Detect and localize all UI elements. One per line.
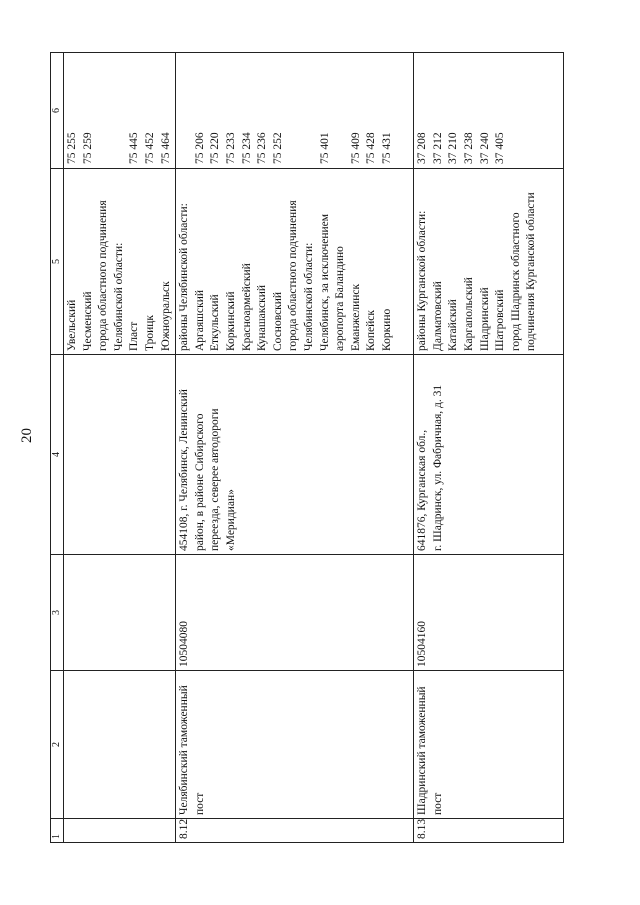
post-code-cell: 10504080	[176, 555, 414, 671]
area-line: Челябинской области:	[302, 242, 315, 351]
area-line: Кунашакский	[256, 284, 269, 351]
table-row	[176, 53, 414, 843]
okato-code: 75 428	[365, 132, 378, 164]
okato-code: 75 431	[380, 132, 393, 164]
post-name-cell	[414, 671, 564, 819]
area-line: города областного подчинения	[97, 200, 110, 351]
area-line: Коркино	[380, 308, 393, 351]
okato-code: 75 220	[209, 132, 222, 164]
okato-code: 75 452	[143, 132, 156, 164]
okato-code: 75 259	[81, 132, 94, 164]
area-line: Катайский	[447, 299, 460, 351]
row-number-cell	[64, 819, 176, 843]
area-line: город Шадринск областного	[509, 212, 522, 351]
area-line: Шатровский	[494, 289, 507, 351]
column-number: 4	[51, 355, 64, 555]
address-line: переезда, северее автодороги	[209, 408, 222, 551]
area-line: Красноармейский	[240, 263, 253, 351]
okato-cell	[414, 53, 564, 169]
address-cell	[176, 355, 414, 555]
area-line: Копейск	[365, 310, 378, 351]
okato-code: 75 234	[240, 132, 253, 164]
post-name-cell	[64, 671, 176, 819]
customs-posts-table	[50, 52, 564, 843]
area-line: Троицк	[143, 315, 156, 351]
area-line: Еманжелинск	[349, 283, 362, 351]
table-row	[414, 53, 564, 843]
area-line: районы Челябинской области:	[178, 203, 191, 351]
rotated-table-wrapper	[50, 53, 560, 843]
okato-code: 75 206	[193, 132, 206, 164]
address-line: 641876, Курганская обл.,	[416, 429, 429, 551]
okato-code: 75 255	[66, 132, 78, 164]
okato-code: 75 464	[159, 132, 172, 164]
table-row	[64, 53, 176, 843]
area-line: Каргапольский	[462, 277, 475, 351]
area-line: Увельский	[66, 299, 78, 351]
area-line: Челябинск, за исключением	[318, 213, 331, 351]
okato-code: 37 212	[431, 132, 444, 164]
address-line: г. Шадринск, ул. Фабричная, д. 31	[431, 384, 444, 551]
area-line: Еткульский	[209, 294, 222, 351]
okato-code: 75 409	[349, 132, 362, 164]
okato-cell	[176, 53, 414, 169]
post-name-line: Челябинский таможенный	[178, 685, 191, 815]
okato-code: 37 210	[447, 132, 460, 164]
column-number: 5	[51, 169, 64, 355]
column-number: 2	[51, 671, 64, 819]
okato-code: 75 233	[224, 132, 237, 164]
area-line: Аргаяшский	[193, 289, 206, 351]
post-name-cell	[176, 671, 414, 819]
areas-cell	[414, 169, 564, 355]
areas-cell	[176, 169, 414, 355]
column-number-row	[51, 53, 64, 843]
post-code-cell: 10504160	[414, 555, 564, 671]
area-line: Далматовский	[431, 281, 444, 351]
address-line: район, в районе Сибирского	[193, 413, 206, 551]
okato-code: 75 252	[271, 132, 284, 164]
page-number: 20	[19, 428, 35, 443]
area-line: Сосновский	[271, 291, 284, 351]
area-line: подчинения Курганской области	[525, 192, 538, 351]
address-cell	[64, 355, 176, 555]
okato-code: 37 240	[478, 132, 491, 164]
row-number-cell: 8.12	[176, 819, 414, 843]
address-cell	[414, 355, 564, 555]
area-line: районы Курганской области:	[416, 210, 429, 351]
column-number: 3	[51, 555, 64, 671]
okato-code: 75 445	[128, 132, 141, 164]
column-number: 6	[51, 53, 64, 169]
okato-code: 37 405	[494, 132, 507, 164]
area-line: Чесменский	[81, 291, 94, 351]
okato-code: 37 208	[416, 132, 429, 164]
post-name-line: пост	[431, 792, 444, 815]
address-line: «Меридиан»	[224, 489, 237, 551]
row-number-cell: 8.13	[414, 819, 564, 843]
area-line: Пласт	[128, 321, 141, 351]
okato-code: 75 236	[256, 132, 269, 164]
area-line: Шадринский	[478, 287, 491, 351]
area-line: аэропорта Баландино	[334, 246, 347, 351]
okato-code: 37 238	[462, 132, 475, 164]
okato-cell	[64, 53, 176, 169]
address-line: 454108, г. Челябинск, Ленинский	[178, 389, 191, 551]
column-number: 1	[51, 819, 64, 843]
okato-code: 75 401	[318, 132, 331, 164]
post-name-line: Шадринский таможенный	[416, 686, 429, 815]
areas-cell	[64, 169, 176, 355]
post-code-cell	[64, 555, 176, 671]
area-line: Коркинский	[224, 291, 237, 351]
post-name-line: пост	[193, 792, 206, 815]
area-line: Челябинской области:	[112, 242, 125, 351]
area-line: Южноуральск	[159, 281, 172, 351]
area-line: города областного подчинения	[287, 200, 300, 351]
